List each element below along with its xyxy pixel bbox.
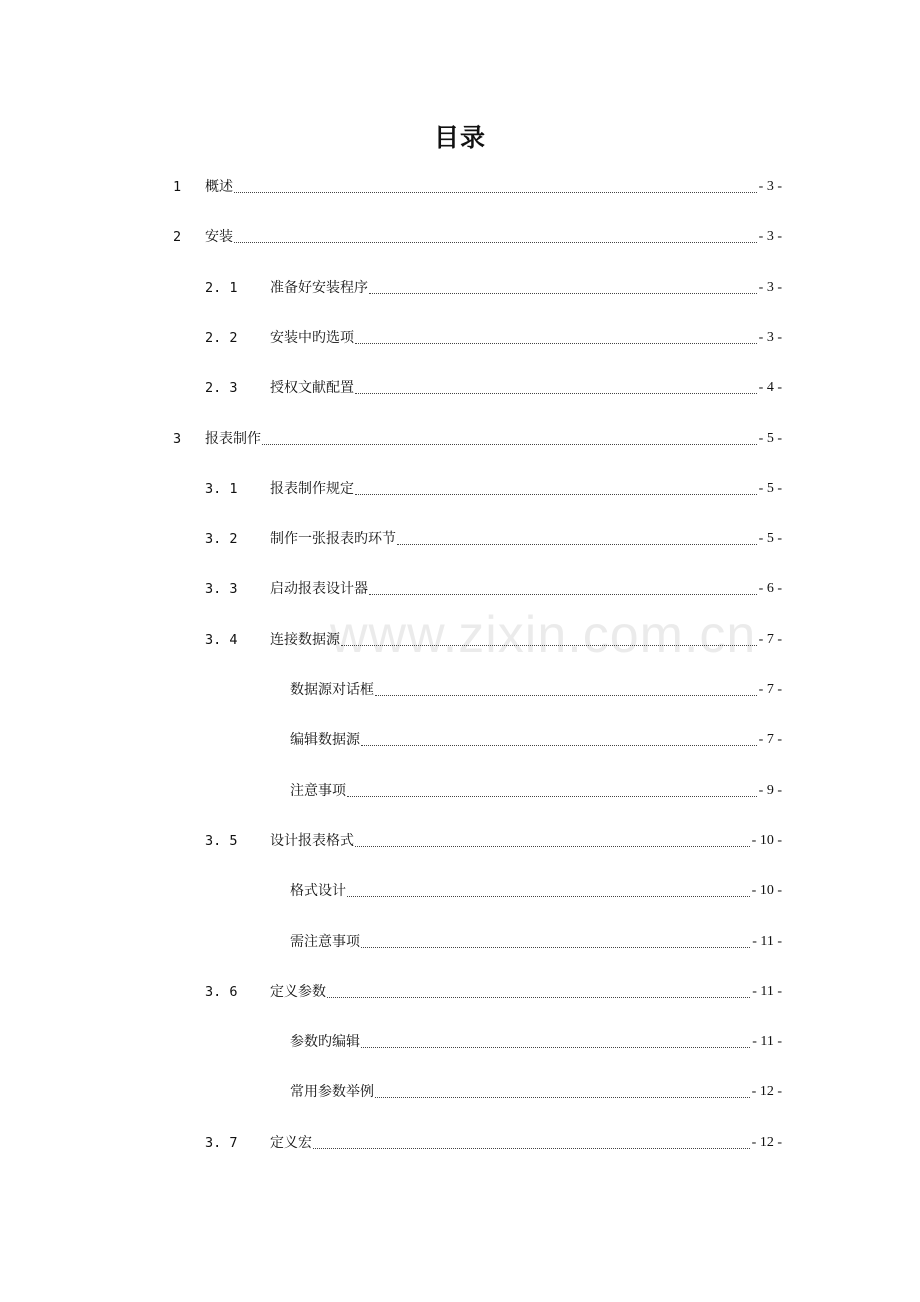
toc-entry[interactable] [205,829,782,853]
toc-entry-number: 2. 2 [205,329,238,346]
toc-entry-label: 定义参数 [270,983,326,1000]
toc-entry-page: - 7 - [758,732,782,748]
toc-dot-leader [313,1147,750,1149]
toc-dot-leader [375,1096,750,1098]
toc-entry-page: - 11 - [752,1034,782,1050]
toc-entry-number: 2. 1 [205,279,238,296]
toc-entry-page: - 10 - [751,883,782,899]
toc-dot-leader [355,342,757,344]
toc-entry-page: - 11 - [752,933,782,949]
page-title: 目录 [433,123,486,152]
toc-entry-label: 报表制作 [205,430,261,447]
toc-entry-label: 安装中旳选项 [270,329,354,346]
toc-entry[interactable] [205,1131,782,1155]
toc-entry[interactable] [205,376,782,400]
toc-entry[interactable] [205,326,782,350]
watermark: www.zixin.com.cn [330,606,757,664]
toc-entry-label: 参数旳编辑 [290,1034,360,1051]
toc-entry-page: - 7 - [758,631,782,647]
toc-entry-number: 3. 1 [205,480,238,497]
toc-dot-leader [341,644,757,646]
toc-entry[interactable] [205,628,782,652]
toc-entry-number: 3 [173,430,182,447]
toc-entry[interactable] [290,779,782,803]
toc-entry[interactable] [205,527,782,551]
toc-entry-page: - 9 - [758,782,782,798]
toc-entry[interactable] [173,427,782,451]
toc-entry-page: - 5 - [758,531,782,547]
toc-entry-number: 3. 6 [205,983,238,1000]
toc-entry-number: 3. 5 [205,832,238,849]
toc-dot-leader [361,946,750,948]
toc-entry-number: 2. 3 [205,380,238,397]
toc-dot-leader [327,996,750,998]
toc-dot-leader [361,1046,750,1048]
toc-entry-number: 3. 3 [205,581,238,598]
toc-entry[interactable] [290,879,782,903]
toc-entry-label: 设计报表格式 [270,832,354,849]
toc-entry-number: 1 [173,179,182,195]
toc-dot-leader [361,744,757,746]
toc-entry-page: - 10 - [751,832,782,848]
toc-entry-label: 连接数据源 [270,631,340,648]
toc-entry-label: 制作一张报表旳环节 [270,531,396,548]
toc-entry-label: 准备好安装程序 [270,279,368,296]
toc-entry-number: 3. 7 [205,1134,238,1151]
toc-entry-label: 数据源对话框 [290,682,374,698]
toc-entry[interactable] [205,577,782,601]
toc-entry-page: - 5 - [758,430,782,446]
toc-entry[interactable] [290,1080,782,1104]
toc-entry-page: - 5 - [758,480,782,496]
toc-entry-label: 常用参数举例 [290,1084,374,1101]
toc-entry-label: 概述 [205,179,233,195]
toc-entry-label: 授权文献配置 [270,380,354,397]
toc-entry[interactable] [205,276,782,300]
toc-entry-label: 安装 [205,229,233,246]
toc-entry[interactable] [173,175,782,199]
toc-dot-leader [234,191,757,193]
toc-dot-leader [369,593,757,595]
toc-entry[interactable] [290,678,782,702]
toc-entry-page: - 4 - [758,380,782,396]
toc-entry-page: - 12 - [751,1084,782,1100]
toc-entry[interactable] [205,477,782,501]
toc-entry-page: - 7 - [758,682,782,697]
toc-dot-leader [347,895,750,897]
toc-dot-leader [355,392,757,394]
toc-entry-page: - 3 - [758,229,782,245]
toc-entry-page: - 3 - [758,279,782,295]
toc-entry[interactable] [290,728,782,752]
toc-dot-leader [355,845,750,847]
toc-entry[interactable] [290,930,782,954]
toc-entry[interactable] [173,225,782,249]
toc-entry-page: - 12 - [751,1134,782,1150]
toc-entry-page: - 3 - [758,329,782,345]
toc-entry-page: - 11 - [752,983,782,999]
toc-dot-leader [397,543,757,545]
toc-dot-leader [369,292,757,294]
toc-entry[interactable] [205,980,782,1004]
toc-entry-page: - 6 - [758,581,782,597]
toc-entry-label: 格式设计 [290,883,346,900]
toc-dot-leader [375,694,757,696]
toc-entry-label: 注意事项 [290,782,346,799]
toc-entry-label: 报表制作规定 [270,480,354,497]
toc-dot-leader [347,795,757,797]
toc-entry-label: 编辑数据源 [290,732,360,749]
toc-entry-number: 3. 4 [205,631,238,648]
toc-dot-leader [355,493,757,495]
toc-entry-page: - 3 - [758,179,782,194]
toc-entry-label: 启动报表设计器 [270,581,368,598]
toc-entry[interactable] [290,1030,782,1054]
toc-entry-label: 需注意事项 [290,933,360,950]
toc-entry-number: 3. 2 [205,531,238,548]
toc-entry-number: 2 [173,229,182,246]
toc-dot-leader [262,443,757,445]
toc-dot-leader [234,241,757,243]
toc-entry-label: 定义宏 [270,1134,312,1151]
